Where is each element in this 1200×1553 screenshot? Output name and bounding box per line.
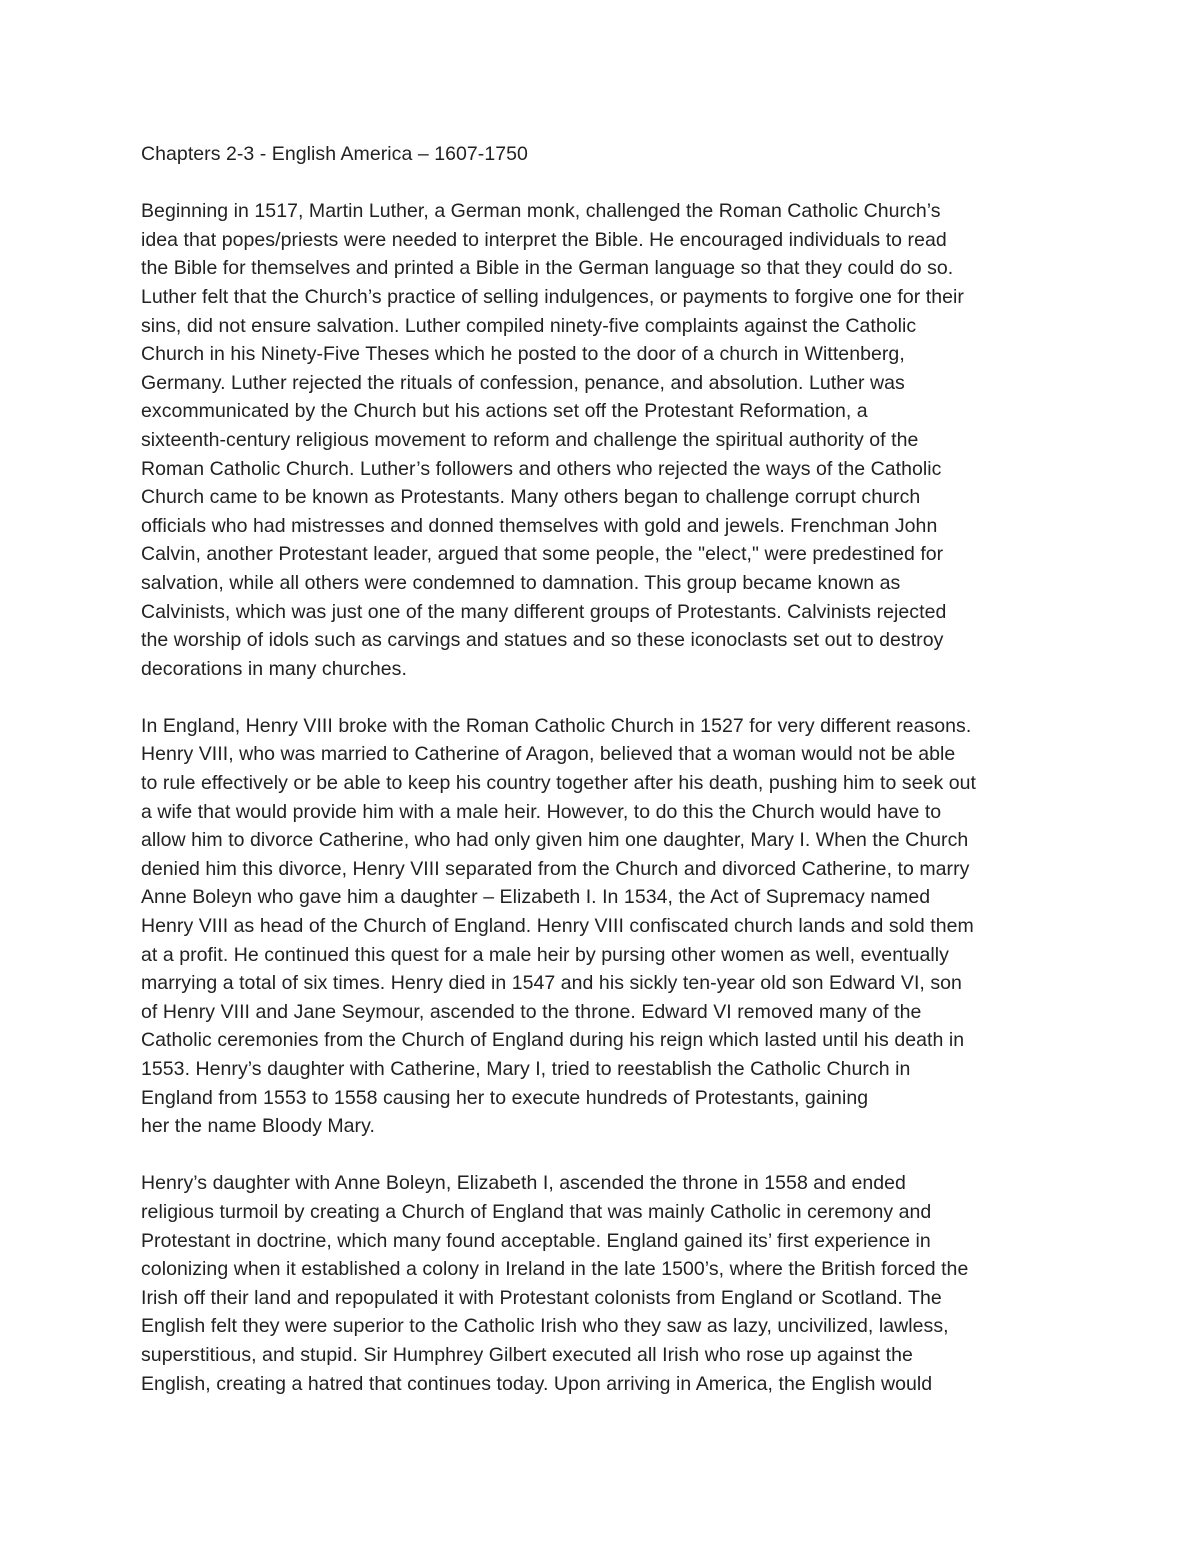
- text-line: of Henry VIII and Jane Seymour, ascended to the throne. Edward VI removed many of the: [141, 1000, 922, 1023]
- text-line: Roman Catholic Church. Luther’s followers and others who rejected the ways of the Catholic: [141, 457, 942, 480]
- text-line: English felt they were superior to the Catholic Irish who they saw as lazy, uncivilized, lawless,: [141, 1315, 949, 1338]
- text-line: excommunicated by the Church but his actions set off the Protestant Reformation, a: [141, 400, 868, 423]
- text-line: England from 1553 to 1558 causing her to execute hundreds of Protestants, gaining: [141, 1086, 869, 1109]
- text-line: her the name Bloody Mary.: [141, 1115, 375, 1138]
- text-line: salvation, while all others were condemned to damnation. This group became known as: [141, 571, 901, 594]
- text-line: Luther felt that the Church’s practice of selling indulgences, or payments to forgive one for their: [141, 285, 964, 308]
- text-line: the Bible for themselves and printed a Bible in the German language so that they could do so.: [141, 257, 954, 280]
- text-line: colonizing when it established a colony in Ireland in the late 1500’s, where the British forced the: [141, 1258, 969, 1281]
- text-line: Calvin, another Protestant leader, argued that some people, the "elect," were predestined for: [141, 543, 944, 566]
- text-line: at a profit. He continued this quest for a male heir by pursing other women as well, eventually: [141, 943, 949, 966]
- text-line: a wife that would provide him with a male heir. However, to do this the Church would have to: [141, 800, 942, 823]
- text-line: Henry VIII as head of the Church of England. Henry VIII confiscated church lands and sold them: [141, 915, 974, 938]
- text-line: Germany. Luther rejected the rituals of confession, penance, and absolution. Luther was: [141, 371, 905, 394]
- paragraph-1: [141, 197, 1071, 683]
- text-line: to rule effectively or be able to keep his country together after his death, pushing him to seek out: [141, 772, 976, 795]
- text-line: Church came to be known as Protestants. Many others began to challenge corrupt church: [141, 486, 921, 509]
- text-line: decorations in many churches.: [141, 657, 407, 680]
- document-title: Chapters 2-3 - English America – 1607-1750: [141, 143, 528, 165]
- text-line: Henry’s daughter with Anne Boleyn, Elizabeth I, ascended the throne in 1558 and ended: [141, 1172, 906, 1195]
- text-line: the worship of idols such as carvings and statues and so these iconoclasts set out to destroy: [141, 629, 944, 652]
- text-line: superstitious, and stupid. Sir Humphrey Gilbert executed all Irish who rose up against the: [141, 1343, 913, 1366]
- text-line: In England, Henry VIII broke with the Roman Catholic Church in 1527 for very different reasons.: [141, 714, 972, 737]
- text-line: Church in his Ninety-Five Theses which he posted to the door of a church in Wittenberg,: [141, 343, 905, 366]
- text-line: sixteenth-century religious movement to reform and challenge the spiritual authority of the: [141, 428, 919, 451]
- text-line: officials who had mistresses and donned themselves with gold and jewels. Frenchman John: [141, 514, 938, 537]
- paragraph-2: [141, 712, 1071, 1141]
- text-line: sins, did not ensure salvation. Luther compiled ninety-five complaints against the Catholic: [141, 314, 917, 337]
- text-line: Henry VIII, who was married to Catherine of Aragon, believed that a woman would not be able: [141, 743, 956, 766]
- text-line: Protestant in doctrine, which many found acceptable. England gained its’ first experience in: [141, 1229, 931, 1252]
- text-line: English, creating a hatred that continues today. Upon arriving in America, the English would: [141, 1372, 933, 1395]
- text-line: allow him to divorce Catherine, who had only given him one daughter, Mary I. When the Church: [141, 829, 969, 852]
- text-line: Beginning in 1517, Martin Luther, a German monk, challenged the Roman Catholic Church’s: [141, 200, 941, 223]
- paragraph-3: [141, 1169, 1071, 1398]
- text-line: Catholic ceremonies from the Church of England during his reign which lasted until his death in: [141, 1029, 965, 1052]
- document-body: [141, 140, 1071, 1427]
- text-line: Anne Boleyn who gave him a daughter – Elizabeth I. In 1534, the Act of Supremacy named: [141, 886, 931, 909]
- text-line: idea that popes/priests were needed to interpret the Bible. He encouraged individuals to read: [141, 228, 947, 251]
- text-line: Irish off their land and repopulated it with Protestant colonists from England or Scotland. The: [141, 1286, 942, 1309]
- text-line: marrying a total of six times. Henry died in 1547 and his sickly ten-year old son Edward VI, son: [141, 972, 962, 995]
- text-line: 1553. Henry’s daughter with Catherine, Mary I, tried to reestablish the Catholic Church in: [141, 1058, 911, 1080]
- text-line: Calvinists, which was just one of the many different groups of Protestants. Calvinists rejected: [141, 600, 947, 623]
- paragraphs-container: [141, 197, 1071, 1398]
- text-line: religious turmoil by creating a Church of England that was mainly Catholic in ceremony and: [141, 1200, 932, 1223]
- text-line: denied him this divorce, Henry VIII separated from the Church and divorced Catherine, to marry: [141, 857, 970, 880]
